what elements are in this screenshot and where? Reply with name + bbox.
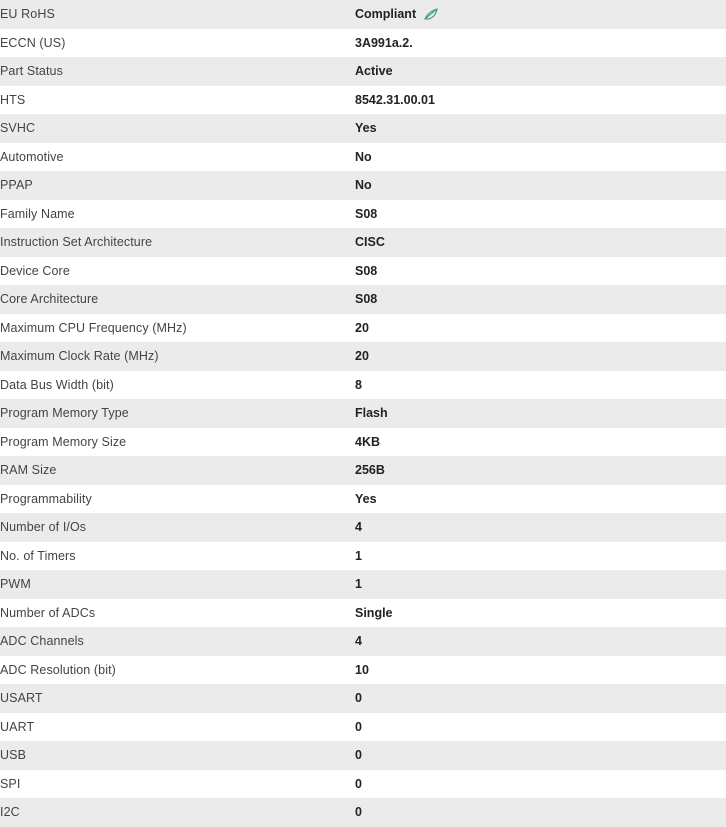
table-row (0, 428, 726, 457)
spec-value: Active (355, 64, 393, 79)
spec-value-cell (355, 257, 726, 286)
spec-value-wrap (355, 235, 726, 249)
spec-value-wrap (355, 720, 726, 734)
spec-value-wrap (355, 292, 726, 306)
spec-label: Part Status (0, 57, 355, 86)
spec-value-wrap (355, 748, 726, 762)
spec-label: USB (0, 741, 355, 770)
spec-label: ADC Channels (0, 627, 355, 656)
spec-label: Program Memory Size (0, 428, 355, 457)
spec-label: Family Name (0, 200, 355, 229)
spec-value-cell (355, 599, 726, 628)
spec-value: 1 (355, 577, 362, 592)
spec-value-wrap (355, 264, 726, 278)
spec-value-wrap (355, 805, 726, 819)
spec-value-wrap (355, 93, 726, 107)
spec-value-cell (355, 513, 726, 542)
spec-label: Program Memory Type (0, 399, 355, 428)
spec-label: Data Bus Width (bit) (0, 371, 355, 400)
spec-value-wrap (355, 520, 726, 534)
spec-value-wrap (355, 349, 726, 363)
table-row (0, 29, 726, 58)
spec-value: Flash (355, 406, 388, 421)
spec-value-cell (355, 86, 726, 115)
spec-value-cell (355, 627, 726, 656)
table-row (0, 741, 726, 770)
spec-value: 0 (355, 776, 362, 791)
spec-label: USART (0, 684, 355, 713)
spec-value-wrap (355, 463, 726, 477)
spec-value-wrap (355, 435, 726, 449)
table-row (0, 143, 726, 172)
spec-label: Instruction Set Architecture (0, 228, 355, 257)
spec-value-wrap (355, 378, 726, 392)
spec-value-wrap (355, 406, 726, 420)
spec-value-wrap (355, 577, 726, 591)
spec-value-cell (355, 228, 726, 257)
spec-value-cell (355, 200, 726, 229)
table-row (0, 513, 726, 542)
table-row (0, 684, 726, 713)
spec-value: 3A991a.2. (355, 35, 413, 50)
spec-value: 256B (355, 463, 385, 478)
spec-value-wrap (355, 634, 726, 648)
spec-value-cell (355, 314, 726, 343)
spec-value-cell (355, 114, 726, 143)
spec-value-wrap (355, 777, 726, 791)
table-row (0, 798, 726, 827)
table-row (0, 485, 726, 514)
spec-value: 4KB (355, 434, 381, 449)
spec-value-cell (355, 29, 726, 58)
table-row (0, 171, 726, 200)
spec-value-cell (355, 399, 726, 428)
spec-value-cell (355, 570, 726, 599)
spec-label: EU RoHS (0, 0, 355, 29)
spec-label: Number of I/Os (0, 513, 355, 542)
spec-label: Automotive (0, 143, 355, 172)
spec-value: Yes (355, 491, 377, 506)
spec-value-cell (355, 741, 726, 770)
spec-label: SPI (0, 770, 355, 799)
spec-value-cell (355, 342, 726, 371)
table-row (0, 200, 726, 229)
spec-value-cell (355, 143, 726, 172)
spec-value-wrap (355, 178, 726, 192)
spec-value: Yes (355, 121, 377, 136)
spec-value: S08 (355, 263, 378, 278)
spec-value: 0 (355, 805, 362, 820)
spec-value: 20 (355, 320, 369, 335)
spec-label: Device Core (0, 257, 355, 286)
spec-value-cell (355, 542, 726, 571)
spec-value-cell (355, 770, 726, 799)
spec-value-cell (355, 798, 726, 827)
spec-label: UART (0, 713, 355, 742)
table-row (0, 599, 726, 628)
spec-value: 4 (355, 520, 362, 535)
green-leaf-icon (424, 8, 438, 20)
spec-value-wrap (355, 663, 726, 677)
spec-label: PPAP (0, 171, 355, 200)
spec-value-wrap (355, 321, 726, 335)
table-row (0, 342, 726, 371)
spec-value-wrap (355, 691, 726, 705)
table-row (0, 570, 726, 599)
table-row (0, 627, 726, 656)
spec-label: Maximum Clock Rate (MHz) (0, 342, 355, 371)
spec-value-wrap (355, 150, 726, 164)
spec-label: HTS (0, 86, 355, 115)
table-row (0, 713, 726, 742)
spec-value: Single (355, 605, 393, 620)
spec-value: 0 (355, 748, 362, 763)
spec-label: I2C (0, 798, 355, 827)
spec-value-cell (355, 285, 726, 314)
spec-label: Core Architecture (0, 285, 355, 314)
spec-value-cell (355, 713, 726, 742)
table-row (0, 285, 726, 314)
spec-value: 4 (355, 634, 362, 649)
spec-label: ADC Resolution (bit) (0, 656, 355, 685)
spec-value: No (355, 178, 372, 193)
table-row (0, 86, 726, 115)
spec-value: 8 (355, 377, 362, 392)
spec-value-wrap (355, 7, 726, 21)
spec-label: Maximum CPU Frequency (MHz) (0, 314, 355, 343)
spec-label: RAM Size (0, 456, 355, 485)
spec-value-cell (355, 456, 726, 485)
spec-value: CISC (355, 235, 385, 250)
spec-value-cell (355, 656, 726, 685)
table-row (0, 770, 726, 799)
spec-value-cell (355, 371, 726, 400)
spec-value: 8542.31.00.01 (355, 92, 435, 107)
spec-value-cell (355, 57, 726, 86)
spec-value-wrap (355, 606, 726, 620)
spec-value-cell (355, 0, 726, 29)
table-row (0, 314, 726, 343)
spec-label: SVHC (0, 114, 355, 143)
table-row (0, 399, 726, 428)
spec-value: S08 (355, 292, 378, 307)
spec-value-cell (355, 428, 726, 457)
table-row (0, 371, 726, 400)
spec-value-wrap (355, 549, 726, 563)
spec-value: Compliant (355, 7, 417, 22)
spec-label: Number of ADCs (0, 599, 355, 628)
spec-value: No (355, 149, 372, 164)
spec-value: 10 (355, 662, 369, 677)
spec-value-cell (355, 171, 726, 200)
table-row (0, 57, 726, 86)
spec-value-wrap (355, 207, 726, 221)
table-row (0, 542, 726, 571)
spec-value-wrap (355, 36, 726, 50)
spec-value: S08 (355, 206, 378, 221)
spec-value-wrap (355, 64, 726, 78)
spec-value-cell (355, 684, 726, 713)
spec-label: PWM (0, 570, 355, 599)
spec-value-cell (355, 485, 726, 514)
spec-value-wrap (355, 121, 726, 135)
spec-label: ECCN (US) (0, 29, 355, 58)
spec-value: 20 (355, 349, 369, 364)
table-row (0, 0, 726, 29)
spec-value: 0 (355, 719, 362, 734)
table-row (0, 456, 726, 485)
spec-label: No. of Timers (0, 542, 355, 571)
table-row (0, 257, 726, 286)
spec-value: 0 (355, 691, 362, 706)
table-row (0, 228, 726, 257)
spec-value: 1 (355, 548, 362, 563)
table-row (0, 114, 726, 143)
table-row (0, 656, 726, 685)
spec-label: Programmability (0, 485, 355, 514)
spec-value-wrap (355, 492, 726, 506)
